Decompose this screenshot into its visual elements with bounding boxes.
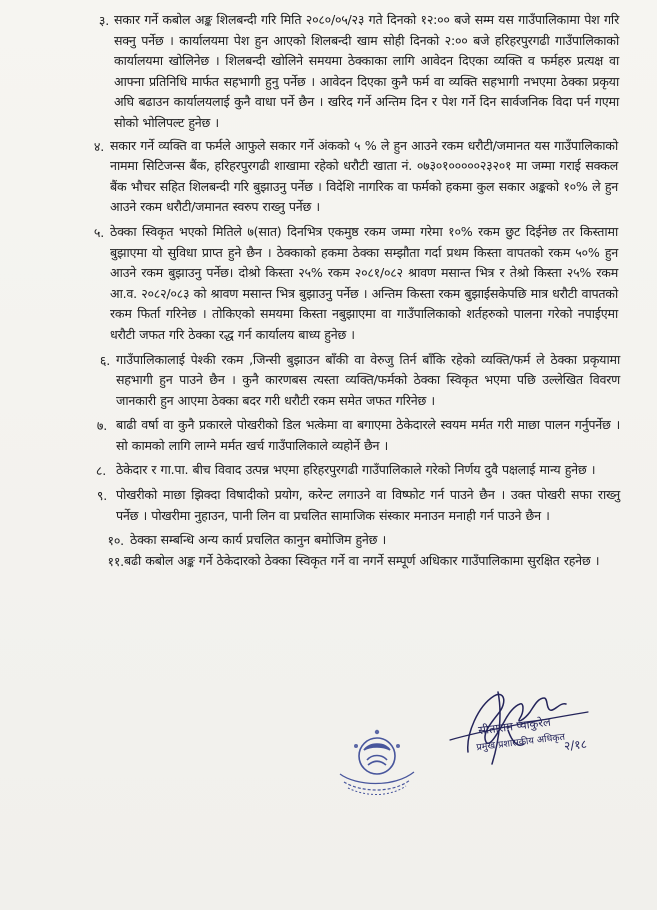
clause-6	[0, 350, 657, 412]
office-seal-stamp	[334, 716, 420, 802]
clause-9	[0, 485, 657, 526]
clause-text: ठेकेदार र गा.पा. बीच विवाद उत्पन्न भएमा हरिहरपुरगढी गाउँपालिकाले गरेको निर्णय दुवै पक्षलाई मान्य हुनेछ ।	[116, 462, 596, 478]
clause-11	[0, 551, 657, 572]
clause-8	[0, 460, 657, 481]
clause-text: बाढी वर्षा वा कुनै प्रकारले पोखरीको डिल भत्केमा वा बगाएमा ठेकेदारले स्वयम मर्मत गरी माछा पालन गर्नुपर्नेछ । सो कामको लागि लाग्ने मर्मत खर्च गाउँपालिकाले व्यहोर्ने छैन ।	[116, 417, 620, 453]
clause-text: ठेक्का सम्बन्धि अन्य कार्य प्रचलित कानुन बमोजिम हुनेछ ।	[130, 532, 387, 548]
terms-list	[0, 10, 657, 575]
signature-date: २/१८	[563, 736, 588, 754]
clause-7	[0, 415, 657, 456]
clause-10	[0, 530, 657, 551]
clause-text: ठेक्का स्विकृत भएको मितिले ७(सात) दिनभित्र एकमुष्ठ रकम जम्मा गरेमा १०% रकम छुट दिईनेछ तर किस्तामा बुझाएमा यो सुविधा प्राप्त हुने छैन । ठेक्काको हकमा ठेक्का सम्झौता गर्दा प्रथम किस्ता वापतको रकम ५०% हुन आउने रकम बुझाउनु पर्नेछ। दोश्रो किस्ता २५% रकम २०८१/०८२ श्रावण मसान्त भित्र र तेश्रो किस्ता २५% रकम आ.व. २०८२/०८३ को श्रावण मसान्त भित्र बुझाउनु पर्नेछ । अन्तिम किस्ता रकम बुझाईसकेपछि मात्र धरौटी वापतको रकम फिर्ता गरिनेछ । तोकिएको समयमा किस्ता नबुझाएमा वा गाउँपालिकाको शर्तहरुको पालना गरेको नपाईएमा धरौटी जफत गरि ठेक्का रद्ध गर्न कार्यालय बाध्य हुनेछ ।	[110, 223, 618, 342]
clause-number: ५.	[93, 224, 104, 240]
clause-5	[0, 222, 657, 346]
clause-number: १०.	[107, 533, 124, 549]
clause-4	[0, 136, 657, 218]
clause-number: ८.	[95, 463, 106, 479]
clause-text: सकार गर्ने व्यक्ति वा फर्मले आफुले सकार गर्ने अंकको ५ % ले हुन आउने रकम धरौटी/जमानत यस गाउँपालिकाको नाममा सिटिजन्स बैंक, हरिहरपुरगढी शाखामा रहेको धरौटी खाता नं. ०७३०१०००००२३२०१ मा जम्मा गराई सक्कल बैंक भौचर सहित शिलबन्दी गरि बुझाउनु पर्नेछ । विदेशि नागरिक वा फर्मको हकमा कुल सकार अङ्कको १०% ले हुन आउने रकम धरौटी/जमानत स्वरुप राख्नु पर्नेछ ।	[110, 137, 618, 215]
clause-text: गाउँपालिकालाई पेश्की रकम ,जिन्सी बुझाउन बाँकी वा वेरुजु तिर्न बाँकि रहेको व्यक्ति/फर्म ले ठेक्का प्रकृयामा सहभागी हुन पाउने छैन । कुनै कारणबस त्यस्ता व्यक्ति/फर्मको ठेक्का स्विकृत भएमा पछि उल्लेखित विवरण जानकारी हुन आएमा ठेक्का बदर गरी धरौटी रकम समेत जफत गरिनेछ ।	[116, 351, 620, 408]
clause-number: ४.	[93, 138, 104, 154]
clause-number: ९.	[96, 488, 107, 504]
clause-text: पोखरीको माछा झिक्दा विषादीको प्रयोग, करेन्ट लगाउने वा विष्फोट गर्न पाउने छैन । उक्त पोखरी सफा राख्नु पर्नेछ । पोखरीमा नुहाउन, पानी लिन वा प्रचलित सामाजिक संस्कार मनाउन मनाही गर्न पाउने छैन ।	[116, 487, 620, 523]
clause-number: ३.	[98, 13, 109, 28]
signatory-name: सीताराम प्याकुरेल	[477, 714, 552, 738]
clause-number: ६.	[99, 352, 110, 368]
clause-text: सकार गर्ने कबोल अङ्क शिलबन्दी गरि मिति २०८०/०५/२३ गते दिनको १२:०० बजे सम्म यस गाउँपालिकामा पेश गरि सक्नु पर्नेछ । कार्यालयमा पेश हुन आएको शिलबन्दी खाम सोही दिनको २:०० बजे हरिहरपुरगढी गाउँपालिकाको कार्यालयमा खोलिनेछ । शिलबन्दी खोलिने समयमा ठेक्काका लागि आवेदन दिएका व्यक्ति व फर्महरु प्रत्यक्ष वा आफ्ना प्रतिनिधि मार्फत सहभागी हुनु पर्नेछ । आवेदन दिएका कुनै फर्म वा व्यक्ति सहभागी नभएमा ठेक्का प्रकृया अघि बढाउन कार्यालयलाई कुनै वाधा पर्ने छैन । खरिद गर्ने अन्तिम दिन र पेश गर्ने दिन सार्वजनिक विदा पर्न गएमा सोको भोलिपल्ट हुनेछ ।	[114, 12, 619, 130]
clause-number: ७.	[96, 418, 107, 434]
signatory-title: प्रमुख प्रशासकीय अधिकृत	[475, 731, 566, 754]
clause-3	[0, 10, 657, 134]
clause-number: ११.	[107, 553, 124, 569]
clause-text: बढी कबोल अङ्क गर्ने ठेकेदारको ठेक्का स्विकृत गर्ने वा नगर्ने सम्पूर्ण अधिकार गाउँपालिकामा सुरक्षित रहनेछ ।	[124, 552, 600, 568]
